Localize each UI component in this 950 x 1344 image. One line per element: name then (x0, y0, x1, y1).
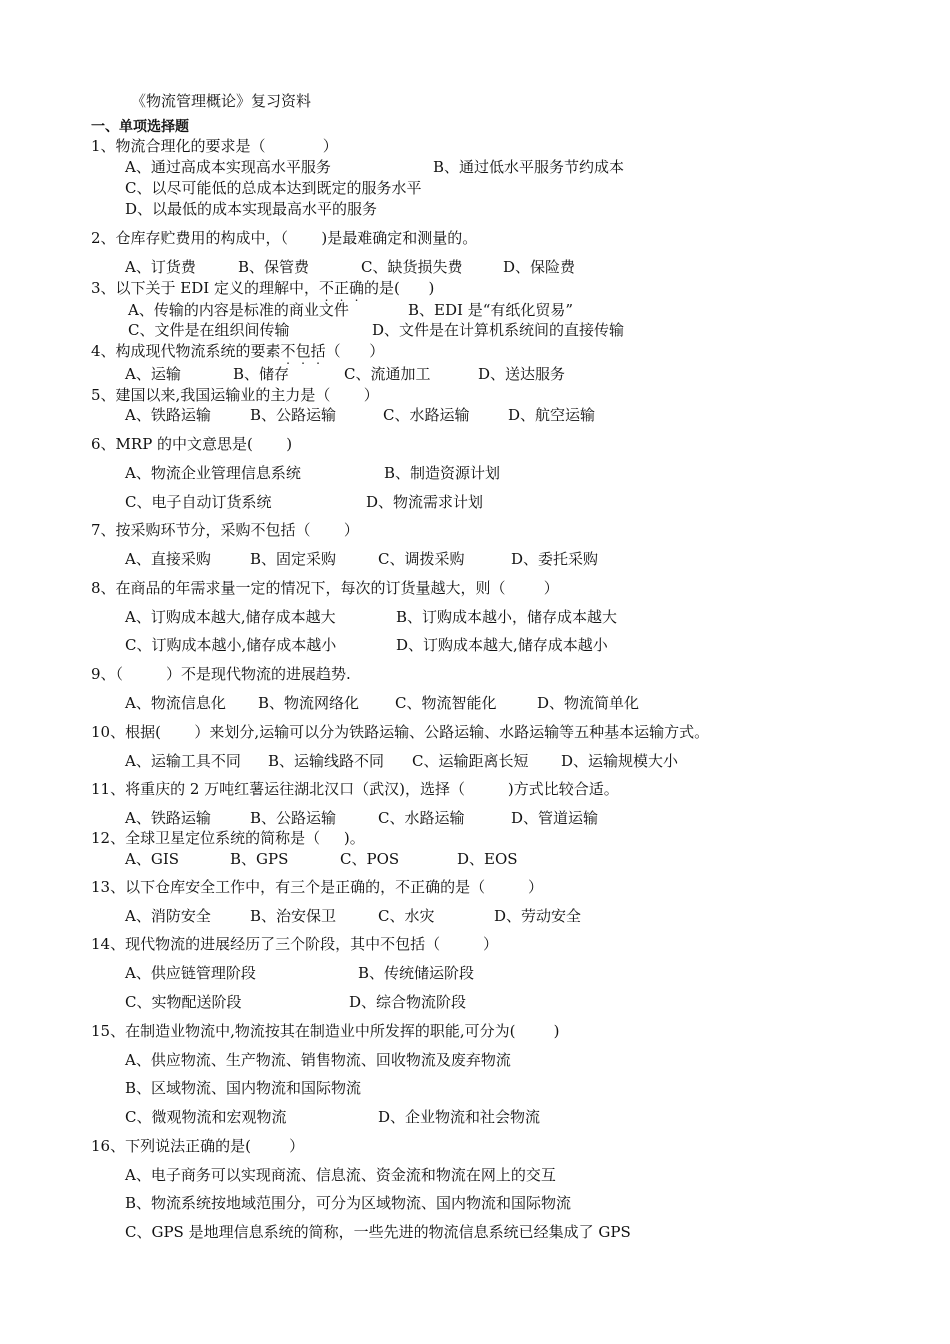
option-a: A、运输 (125, 365, 181, 383)
option-c: C、水路运输 (383, 406, 470, 424)
option-c: C、GPS 是地理信息系统的简称，一些先进的物流信息系统已经集成了 GPS (125, 1223, 631, 1241)
option-c: C、调拨采购 (378, 550, 465, 568)
option-b: B、GPS (230, 850, 289, 868)
section-heading: 一、单项选择题 (91, 119, 189, 135)
option-a: A、铁路运输 (125, 406, 211, 424)
option-a: A、直接采购 (125, 550, 211, 568)
option-a: A、物流信息化 (125, 694, 226, 712)
option-b: B、公路运输 (250, 406, 337, 424)
option-d: D、送达服务 (478, 365, 566, 383)
option-c: C、缺货损失费 (361, 258, 463, 276)
option-d: D、订购成本越大,储存成本越小 (396, 636, 608, 654)
option-a: A、物流企业管理信息系统 (125, 464, 301, 482)
question-stem: 16、下列说法正确的是( ） (91, 1137, 305, 1155)
option-a: A、订购成本越大,储存成本越大 (125, 608, 336, 626)
option-c: C、水灾 (378, 907, 435, 925)
option-b: B、物流网络化 (258, 694, 360, 712)
option-a: A、供应链管理阶段 (125, 964, 256, 982)
option-b: B、物流系统按地域范围分，可分为区域物流、国内物流和国际物流 (125, 1194, 572, 1212)
option-d: D、企业物流和社会物流 (378, 1108, 541, 1126)
question-stem: 6、MRP 的中文意思是( ) (91, 435, 293, 453)
question-stem: 1、物流合理化的要求是（ ） (91, 137, 338, 155)
option-c: C、水路运输 (378, 809, 465, 827)
option-d: D、文件是在计算机系统间的直接传输 (372, 321, 625, 339)
option-b: B、保管费 (238, 258, 310, 276)
option-b: B、运输线路不同 (268, 752, 385, 770)
emphasis-char: 包 (295, 342, 311, 360)
option-c: C、物流智能化 (395, 694, 497, 712)
question-stem: 8、在商品的年需求量一定的情况下，每次的订货量越大，则（ ） (91, 579, 559, 597)
option-b: B、储存 (233, 365, 290, 383)
question-stem: 12、全球卫星定位系统的简称是（ )。 (91, 829, 365, 847)
emphasis-char: 不 (318, 279, 334, 297)
option-d: D、航空运输 (508, 406, 596, 424)
option-d: D、管道运输 (511, 809, 599, 827)
option-c: C、运输距离长短 (412, 752, 529, 770)
option-b: B、EDI 是“有纸化贸易” (408, 301, 574, 319)
document-title: 《物流管理概论》复习资料 (131, 92, 312, 110)
question-stem: 5、建国以来,我国运输业的主力是（ ） (91, 386, 379, 404)
question-stem: 7、按采购环节分，采购不包括（ ） (91, 521, 359, 539)
option-a: A、供应物流、生产物流、销售物流、回收物流及废弃物流 (125, 1051, 511, 1069)
option-b: B、固定采购 (250, 550, 337, 568)
option-a: A、运输工具不同 (125, 752, 241, 770)
option-b: B、制造资源计划 (384, 464, 501, 482)
option-b: B、传统储运阶段 (358, 964, 475, 982)
question-stem: 2、仓库存贮费用的构成中，（ )是最难确定和测量的。 (91, 229, 478, 247)
option-a: A、铁路运输 (125, 809, 211, 827)
option-b: B、通过低水平服务节约成本 (433, 158, 625, 176)
emphasis-char: 确 (349, 279, 365, 297)
question-stem: 10、根据( ）来划分,运输可以分为铁路运输、公路运输、水路运输等五种基本运输方式。 (91, 723, 710, 741)
option-a: A、电子商务可以实现商流、信息流、资金流和物流在网上的交互 (125, 1166, 556, 1184)
option-b: B、公路运输 (250, 809, 337, 827)
option-c: C、文件是在组织间传输 (128, 321, 290, 339)
option-c: C、以尽可能低的总成本达到既定的服务水平 (125, 179, 422, 197)
option-b: B、区域物流、国内物流和国际物流 (125, 1079, 362, 1097)
option-a: A、GIS (125, 850, 180, 868)
option-c: C、电子自动订货系统 (125, 493, 272, 511)
option-d: D、运输规模大小 (561, 752, 679, 770)
option-c: C、微观物流和宏观物流 (125, 1108, 287, 1126)
option-d: D、委托采购 (511, 550, 599, 568)
option-b: B、订购成本越小，储存成本越大 (396, 608, 618, 626)
question-stem: 11、将重庆的 2 万吨红薯运往湖北汉口（武汉)，选择（ )方式比较合适。 (91, 780, 619, 798)
emphasis-char: 括 (310, 342, 326, 360)
option-a: A、通过高成本实现高水平服务 (125, 158, 331, 176)
option-d: D、物流简单化 (537, 694, 640, 712)
emphasis-char: 正 (334, 279, 350, 297)
option-b: B、治安保卫 (250, 907, 337, 925)
question-stem: 14、现代物流的进展经历了三个阶段，其中不包括（ ） (91, 935, 499, 953)
question-stem: 13、以下仓库安全工作中，有三个是正确的，不正确的是（ ） (91, 878, 544, 896)
option-d: D、以最低的成本实现最高水平的服务 (125, 200, 378, 218)
option-c: C、实物配送阶段 (125, 993, 242, 1011)
emphasis-char: 不 (280, 342, 296, 360)
option-c: C、订购成本越小,储存成本越小 (125, 636, 337, 654)
question-stem: 3、以下关于 EDI 定义的理解中，不正确的是( ) (91, 279, 435, 297)
option-a: A、传输的内容是标准的商业文件 (128, 301, 349, 319)
option-d: D、综合物流阶段 (349, 993, 467, 1011)
option-d: D、保险费 (503, 258, 576, 276)
option-a: A、消防安全 (125, 907, 211, 925)
option-d: D、劳动安全 (494, 907, 582, 925)
option-d: D、EOS (457, 850, 518, 868)
option-c: C、POS (340, 850, 400, 868)
question-stem: 9、（ ）不是现代物流的进展趋势. (91, 665, 351, 683)
question-stem: 15、在制造业物流中,物流按其在制造业中所发挥的职能,可分为( ) (91, 1022, 560, 1040)
option-c: C、流通加工 (344, 365, 431, 383)
option-d: D、物流需求计划 (366, 493, 484, 511)
option-a: A、订货费 (125, 258, 196, 276)
question-stem: 4、构成现代物流系统的要素不包括（ ） (91, 342, 385, 360)
